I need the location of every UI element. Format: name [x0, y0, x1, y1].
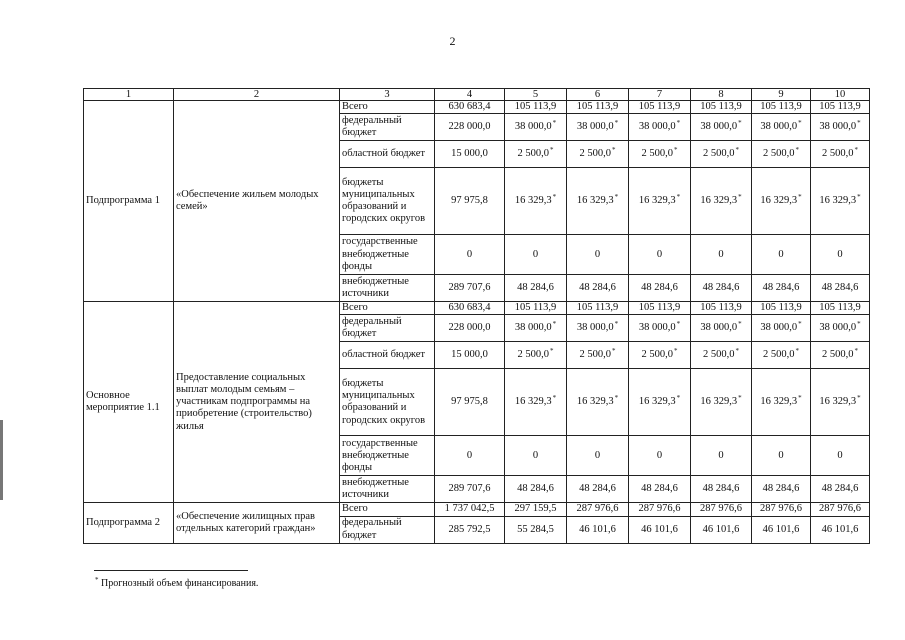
amount-value: 105 113,9 — [576, 101, 619, 112]
amount-cell — [435, 302, 505, 315]
amount-cell — [629, 275, 691, 302]
amount-cell — [567, 436, 629, 476]
amount-cell — [691, 235, 752, 275]
amount-cell — [691, 503, 752, 516]
forecast-marker: * — [795, 347, 799, 356]
amount-cell — [435, 168, 505, 235]
column-number-cell: 7 — [629, 89, 691, 101]
column-number-cell: 8 — [691, 89, 752, 101]
forecast-marker: * — [676, 193, 681, 202]
amount-value: 0 — [466, 449, 473, 461]
forecast-marker: * — [735, 146, 739, 155]
amount-value: 38 000,0 — [638, 121, 676, 133]
amount-value: 105 113,9 — [576, 302, 619, 314]
amount-cell — [811, 516, 870, 543]
column-number-cell: 9 — [752, 89, 811, 101]
amount-value: 287 976,6 — [638, 503, 681, 515]
amount-cell — [691, 516, 752, 543]
amount-value: 38 000,0 — [819, 121, 857, 133]
footnote-marker: * — [95, 576, 99, 584]
amount-value: 105 113,9 — [514, 302, 557, 314]
amount-cell — [691, 275, 752, 302]
funding-table-body — [84, 89, 870, 544]
amount-cell — [629, 141, 691, 168]
funding-source-cell: федеральный бюджет — [340, 114, 435, 141]
table-row — [84, 101, 870, 114]
amount-cell — [811, 101, 870, 114]
column-number-cell: 6 — [567, 89, 629, 101]
amount-value: 16 329,3 — [576, 396, 614, 408]
amount-cell — [629, 235, 691, 275]
funding-source-cell: бюджеты муниципальных образований и городских округов — [340, 168, 435, 235]
amount-value: 105 113,9 — [760, 302, 802, 314]
amount-value: 16 329,3 — [700, 195, 738, 207]
amount-cell — [691, 315, 752, 342]
amount-value: 2 500,0 — [517, 148, 549, 160]
amount-value: 105 113,9 — [819, 302, 861, 314]
amount-cell — [505, 516, 567, 543]
amount-cell — [435, 141, 505, 168]
amount-value: 287 976,6 — [700, 503, 742, 515]
amount-cell — [435, 476, 505, 503]
amount-cell — [505, 503, 567, 516]
forecast-marker: * — [612, 146, 616, 155]
amount-value: 48 284,6 — [762, 282, 800, 294]
amount-cell — [752, 302, 811, 315]
column-number-cell: 1 — [84, 89, 174, 101]
funding-source-cell: областной бюджет — [340, 342, 435, 369]
amount-value: 97 975,8 — [451, 396, 488, 408]
amount-value: 0 — [837, 248, 843, 260]
amount-value: 0 — [532, 449, 539, 461]
amount-value: 0 — [594, 449, 601, 461]
amount-value: 38 000,0 — [576, 322, 614, 334]
amount-value: 16 329,3 — [760, 396, 798, 408]
amount-cell — [435, 342, 505, 369]
amount-cell — [811, 141, 870, 168]
forecast-marker: * — [676, 320, 681, 329]
amount-value: 297 159,5 — [514, 503, 557, 515]
amount-cell — [505, 302, 567, 315]
funding-source-cell: Всего — [340, 302, 435, 315]
amount-cell — [505, 141, 567, 168]
forecast-marker: * — [738, 320, 742, 329]
amount-cell — [629, 476, 691, 503]
program-name-cell: Основное мероприятие 1.1 — [84, 302, 174, 503]
funding-source-cell: Всего — [340, 503, 435, 516]
amount-cell — [691, 369, 752, 436]
amount-value: 105 113,9 — [700, 302, 742, 314]
column-number-cell: 5 — [505, 89, 567, 101]
amount-cell — [505, 101, 567, 114]
amount-value: 0 — [778, 449, 784, 461]
amount-value: 48 284,6 — [517, 483, 554, 495]
forecast-marker: * — [614, 119, 619, 128]
forecast-marker: * — [552, 394, 557, 403]
amount-cell — [752, 101, 811, 114]
amount-cell — [435, 315, 505, 342]
funding-source-cell: областной бюджет — [340, 141, 435, 168]
amount-value: 16 329,3 — [760, 195, 798, 207]
table-row — [84, 302, 870, 315]
amount-value: 46 101,6 — [821, 523, 859, 535]
forecast-marker: * — [550, 146, 554, 155]
program-name-cell: Подпрограмма 1 — [84, 101, 174, 302]
amount-cell — [629, 369, 691, 436]
column-number-cell: 10 — [811, 89, 870, 101]
amount-value: 105 113,9 — [760, 101, 802, 112]
amount-value: 38 000,0 — [514, 121, 552, 133]
program-description-cell: Предоставление социальных выплат молодым семьям – участникам подпрограммы на приобретение (строительство) жилья — [174, 302, 340, 503]
amount-cell — [629, 302, 691, 315]
amount-cell — [752, 141, 811, 168]
amount-value: 285 792,5 — [448, 523, 491, 535]
forecast-marker: * — [676, 119, 681, 128]
amount-cell — [811, 302, 870, 315]
amount-value: 0 — [718, 449, 724, 461]
amount-value: 0 — [718, 248, 724, 260]
amount-value: 38 000,0 — [760, 121, 798, 133]
amount-value: 48 284,6 — [517, 282, 554, 294]
program-description-cell: «Обеспечение жилищных прав отдельных категорий граждан» — [174, 503, 340, 543]
amount-cell — [752, 315, 811, 342]
amount-cell — [752, 342, 811, 369]
program-name-cell: Подпрограмма 2 — [84, 503, 174, 543]
amount-cell — [811, 315, 870, 342]
amount-value: 630 683,4 — [448, 101, 491, 112]
header-row — [84, 89, 870, 101]
amount-cell — [629, 342, 691, 369]
amount-value: 2 500,0 — [703, 349, 735, 361]
amount-value: 228 000,0 — [448, 322, 491, 334]
forecast-marker: * — [612, 347, 616, 356]
funding-source-cell: федеральный бюджет — [340, 516, 435, 543]
funding-source-cell: бюджеты муниципальных образований и городских округов — [340, 369, 435, 436]
amount-value: 46 101,6 — [579, 523, 616, 535]
amount-value: 48 284,6 — [702, 483, 740, 495]
forecast-marker: * — [735, 347, 739, 356]
amount-cell — [629, 101, 691, 114]
amount-cell — [435, 516, 505, 543]
amount-cell — [505, 369, 567, 436]
forecast-marker: * — [795, 146, 799, 155]
funding-source-cell: Всего — [340, 101, 435, 114]
amount-cell — [505, 476, 567, 503]
amount-value: 48 284,6 — [579, 282, 616, 294]
amount-value: 2 500,0 — [517, 349, 549, 361]
amount-cell — [435, 369, 505, 436]
amount-cell — [629, 114, 691, 141]
amount-cell — [435, 275, 505, 302]
forecast-marker: * — [857, 320, 861, 329]
amount-value: 2 500,0 — [763, 148, 795, 160]
amount-cell — [691, 436, 752, 476]
amount-cell — [811, 235, 870, 275]
forecast-marker: * — [552, 119, 557, 128]
amount-value: 97 975,8 — [451, 195, 488, 207]
amount-value: 630 683,4 — [448, 302, 491, 314]
amount-cell — [691, 101, 752, 114]
amount-cell — [811, 503, 870, 516]
amount-cell — [435, 114, 505, 141]
amount-cell — [811, 168, 870, 235]
amount-value: 105 113,9 — [514, 101, 557, 112]
amount-value: 38 000,0 — [514, 322, 552, 334]
amount-cell — [752, 114, 811, 141]
amount-value: 0 — [656, 449, 663, 461]
amount-value: 46 101,6 — [702, 523, 740, 535]
funding-table — [83, 88, 870, 544]
amount-value: 16 329,3 — [638, 195, 676, 207]
amount-cell — [691, 114, 752, 141]
amount-cell — [567, 168, 629, 235]
amount-cell — [567, 369, 629, 436]
amount-cell — [505, 235, 567, 275]
forecast-marker: * — [857, 193, 861, 202]
forecast-marker: * — [738, 394, 742, 403]
forecast-marker: * — [857, 394, 861, 403]
amount-cell — [567, 315, 629, 342]
amount-cell — [691, 302, 752, 315]
forecast-marker: * — [798, 193, 802, 202]
amount-value: 38 000,0 — [700, 322, 738, 334]
amount-cell — [567, 302, 629, 315]
amount-cell — [567, 503, 629, 516]
amount-value: 48 284,6 — [762, 483, 800, 495]
amount-value: 48 284,6 — [641, 483, 678, 495]
amount-cell — [811, 342, 870, 369]
funding-source-cell: государственные внебюджетные фонды — [340, 436, 435, 476]
forecast-marker: * — [552, 193, 557, 202]
amount-value: 48 284,6 — [641, 282, 678, 294]
forecast-marker: * — [614, 193, 619, 202]
funding-source-cell: федеральный бюджет — [340, 315, 435, 342]
amount-cell — [752, 369, 811, 436]
amount-value: 105 113,9 — [638, 302, 681, 314]
forecast-marker: * — [674, 347, 678, 356]
amount-value: 38 000,0 — [819, 322, 857, 334]
amount-cell — [811, 436, 870, 476]
amount-cell — [811, 275, 870, 302]
amount-value: 0 — [837, 449, 843, 461]
amount-value: 287 976,6 — [760, 503, 802, 515]
amount-value: 2 500,0 — [579, 349, 611, 361]
amount-value: 48 284,6 — [702, 282, 740, 294]
amount-value: 38 000,0 — [638, 322, 676, 334]
amount-value: 16 329,3 — [819, 195, 857, 207]
amount-cell — [505, 114, 567, 141]
amount-value: 0 — [532, 248, 539, 260]
amount-cell — [567, 516, 629, 543]
forecast-marker: * — [614, 394, 619, 403]
amount-cell — [629, 436, 691, 476]
amount-cell — [435, 436, 505, 476]
amount-value: 16 329,3 — [514, 396, 552, 408]
footnote — [94, 578, 258, 589]
column-number-cell: 2 — [174, 89, 340, 101]
amount-value: 289 707,6 — [448, 282, 491, 294]
amount-cell — [567, 235, 629, 275]
forecast-marker: * — [798, 320, 802, 329]
forecast-marker: * — [854, 146, 858, 155]
amount-value: 2 500,0 — [763, 349, 795, 361]
amount-cell — [567, 141, 629, 168]
funding-source-cell: государственные внебюджетные фонды — [340, 235, 435, 275]
amount-value: 105 113,9 — [700, 101, 742, 112]
forecast-marker: * — [550, 347, 554, 356]
amount-value: 46 101,6 — [762, 523, 800, 535]
amount-cell — [505, 315, 567, 342]
amount-value: 2 500,0 — [579, 148, 611, 160]
amount-cell — [567, 342, 629, 369]
amount-value: 48 284,6 — [579, 483, 616, 495]
amount-value: 2 500,0 — [703, 148, 735, 160]
amount-value: 48 284,6 — [821, 483, 859, 495]
amount-cell — [567, 275, 629, 302]
amount-cell — [629, 168, 691, 235]
amount-cell — [752, 168, 811, 235]
amount-cell — [691, 476, 752, 503]
scan-edge-mark — [0, 420, 3, 500]
amount-value: 55 284,5 — [517, 523, 554, 535]
amount-cell — [691, 168, 752, 235]
amount-value: 15 000,0 — [451, 349, 488, 361]
amount-cell — [629, 516, 691, 543]
forecast-marker: * — [854, 347, 858, 356]
amount-cell — [505, 275, 567, 302]
amount-cell — [435, 235, 505, 275]
funding-source-cell: внебюджетные источники — [340, 476, 435, 503]
forecast-marker: * — [674, 146, 678, 155]
forecast-marker: * — [798, 394, 802, 403]
amount-value: 287 976,6 — [819, 503, 861, 515]
amount-cell — [811, 114, 870, 141]
table-row — [84, 503, 870, 516]
amount-cell — [811, 369, 870, 436]
amount-value: 38 000,0 — [760, 322, 798, 334]
amount-cell — [505, 436, 567, 476]
amount-cell — [567, 476, 629, 503]
amount-value: 105 113,9 — [638, 101, 681, 112]
forecast-marker: * — [857, 119, 861, 128]
amount-value: 0 — [778, 248, 784, 260]
amount-cell — [752, 436, 811, 476]
page-number: 2 — [449, 34, 456, 48]
forecast-marker: * — [676, 394, 681, 403]
amount-cell — [505, 342, 567, 369]
funding-source-cell: внебюджетные источники — [340, 275, 435, 302]
amount-value: 46 101,6 — [641, 523, 678, 535]
forecast-marker: * — [738, 193, 742, 202]
amount-value: 16 329,3 — [514, 195, 552, 207]
amount-value: 2 500,0 — [641, 349, 673, 361]
amount-cell — [752, 235, 811, 275]
amount-value: 0 — [594, 248, 601, 260]
program-description-cell: «Обеспечение жильем молодых семей» — [174, 101, 340, 302]
amount-value: 2 500,0 — [822, 148, 854, 160]
amount-value: 38 000,0 — [700, 121, 738, 133]
amount-cell — [435, 101, 505, 114]
amount-value: 289 707,6 — [448, 483, 491, 495]
forecast-marker: * — [552, 320, 557, 329]
amount-value: 287 976,6 — [576, 503, 619, 515]
amount-cell — [752, 275, 811, 302]
amount-value: 1 737 042,5 — [444, 503, 495, 515]
amount-value: 15 000,0 — [451, 148, 488, 160]
amount-cell — [752, 476, 811, 503]
amount-value: 0 — [466, 248, 473, 260]
amount-cell — [752, 503, 811, 516]
forecast-marker: * — [738, 119, 742, 128]
forecast-marker: * — [614, 320, 619, 329]
amount-value: 38 000,0 — [576, 121, 614, 133]
column-number-cell: 4 — [435, 89, 505, 101]
amount-value: 2 500,0 — [822, 349, 854, 361]
amount-cell — [691, 141, 752, 168]
forecast-marker: * — [798, 119, 802, 128]
amount-value: 228 000,0 — [448, 121, 491, 133]
amount-value: 16 329,3 — [576, 195, 614, 207]
amount-cell — [505, 168, 567, 235]
column-number-cell: 3 — [340, 89, 435, 101]
amount-value: 16 329,3 — [819, 396, 857, 408]
amount-cell — [691, 342, 752, 369]
amount-value: 48 284,6 — [821, 282, 859, 294]
amount-cell — [629, 315, 691, 342]
amount-cell — [811, 476, 870, 503]
footnote-text: Прогнозный объем финансирования. — [101, 578, 259, 589]
footnote-divider — [94, 570, 248, 571]
amount-value: 16 329,3 — [638, 396, 676, 408]
amount-cell — [567, 101, 629, 114]
amount-value: 16 329,3 — [700, 396, 738, 408]
amount-value: 0 — [656, 248, 663, 260]
amount-cell — [752, 516, 811, 543]
amount-cell — [435, 503, 505, 516]
amount-value: 105 113,9 — [819, 101, 861, 112]
amount-value: 2 500,0 — [641, 148, 673, 160]
amount-cell — [567, 114, 629, 141]
amount-cell — [629, 503, 691, 516]
